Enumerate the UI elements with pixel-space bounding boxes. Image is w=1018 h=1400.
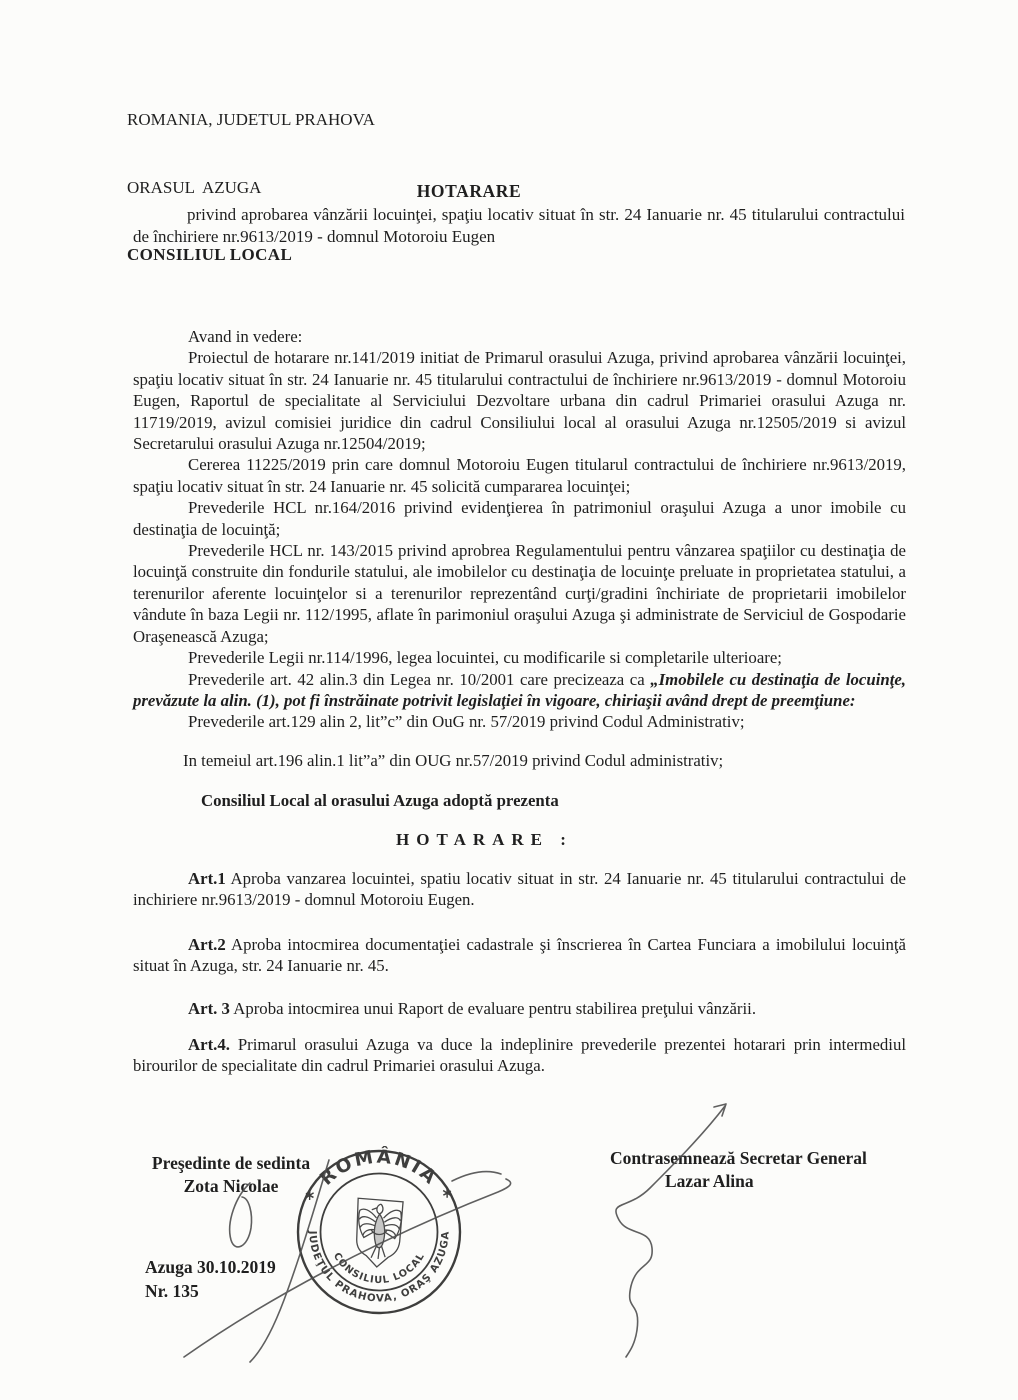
- document-number: Nr. 135: [145, 1280, 199, 1301]
- article-3: [133, 998, 906, 1019]
- article-2-label: Art.2: [188, 934, 226, 954]
- paragraph-request: Cererea 11225/2019 prin care domnul Motoroiu Eugen titularul contractului de închiriere nr.9613/2019, spaţiu locativ situat în str. 24 Ianuarie nr. 45 solicită cumpararea locuinţei;: [133, 455, 906, 496]
- president-title: Preşedinte de sedinta: [151, 1153, 311, 1173]
- letterhead-line-council: CONSILIUL LOCAL: [127, 245, 293, 264]
- decision-heading: HOTARARE :: [396, 829, 573, 849]
- countersign-name: Lazar Alina: [665, 1170, 754, 1191]
- article-2-text: Aproba intocmirea documentaţiei cadastrale şi înscrierea în Cartea Funciara a imobilului locuinţă situat în Azuga, str. 24 Ianuarie nr. 45.: [133, 934, 906, 976]
- document-title: HOTARARE: [416, 181, 522, 201]
- article-1: [133, 868, 906, 911]
- letterhead-line-city: ORASUL AZUGA: [127, 177, 262, 197]
- article-4: [133, 1034, 906, 1077]
- paragraph-art-129: Prevederile art.129 alin 2, lit”c” din OuG nr. 57/2019 privind Codul Administrativ;: [188, 712, 745, 732]
- document-subtitle: privind aprobarea vânzării locuinţei, spaţiu locativ situat în str. 24 Ianuarie nr. 45 titularului contractului de închiriere nr.9613/2019 - domnul Motoroiu Eugen: [133, 205, 905, 246]
- countersign-block: [610, 1147, 910, 1192]
- secretary-signature-stroke: [616, 1104, 726, 1357]
- stamp-country-arc-text: * ROMÂNIA *: [301, 1146, 457, 1207]
- place-date-block: [145, 1256, 276, 1303]
- stamp-county-arc-text: JUDEŢUL PRAHOVA, ORAŞ AZUGA: [306, 1230, 452, 1305]
- paragraph-law-10: [133, 669, 906, 712]
- article-1-label: Art.1: [188, 868, 226, 888]
- article-2: [133, 934, 906, 977]
- paragraph-project: Proiectul de hotarare nr.141/2019 initiat de Primarul orasului Azuga, privind aprobarea vânzării locuinţei, spaţiu locativ situat în str. 24 Ianuarie nr. 45 titularului contractului de închiriere nr.9613/2019 - domnul Motoroiu Eugen, Raportul de specialitate al Serviciului Dezvoltare urbana din cadrul Primariei orasului Azuga nr. 11719/2019, avizul comisiei juridice din cadrul Consiliului local al orasului Azuga nr.12505/2019 si avizul Secretarului orasului Azuga nr.12504/2019;: [133, 348, 906, 454]
- article-1-text: Aproba vanzarea locuintei, spatiu locativ situat in str. 24 Ianuarie nr. 45 titularului contractului de inchiriere nr.9613/2019 - domnul Motoroiu Eugen.: [133, 868, 906, 910]
- paragraph-hcl-143: Prevederile HCL nr. 143/2015 privind aprobrea Regulamentului pentru vânzarea spaţiilor cu destinaţia de locuinţă construite din fondurile statului, ale imobilelor cu destinaţia de locuinţe preluate in proprietatea statului, a terenurilor aferente locuinţelor si a terenurilor reprezentând curţi/gradini închiriate de proprietarii imobilelor vândute în baza Legii nr. 112/1995, aflate în parimoniul oraşului Azuga şi administrate de Serviciul de Gospodarie Oraşenească Azuga;: [133, 541, 906, 646]
- letterhead-line-country: ROMANIA, JUDETUL PRAHOVA: [127, 110, 375, 129]
- title-block: [133, 181, 905, 248]
- article-4-label: Art.4.: [188, 1034, 230, 1054]
- article-3-label: Art. 3: [188, 998, 230, 1018]
- paragraph-law-10-quote: „Imobilele cu destinaţia de locuinţe, prevăzute la alin. (1), pot fi înstrăinate potrivit legislaţiei în vigoare, chiriaşii având drept de preemţiune:: [133, 669, 907, 710]
- place-date: Azuga 30.10.2019: [145, 1257, 276, 1277]
- countersign-title: Contrasemnează Secretar General: [610, 1148, 867, 1168]
- stamp-council-arc-text: CONSILIUL LOCAL: [330, 1250, 428, 1287]
- coat-of-arms-icon: [356, 1198, 403, 1268]
- adoption-line: Consiliul Local al orasului Azuga adoptă prezenta: [201, 791, 559, 811]
- paragraph-law-10-normal: Prevederile art. 42 alin.3 din Legea nr. 10/2001 care precizeaza ca: [188, 669, 651, 689]
- article-3-text: Aproba intocmirea unui Raport de evaluare pentru stabilirea preţului vânzării.: [229, 998, 757, 1018]
- article-4-text: Primarul orasului Azuga va duce la indeplinire prevederile prezentei hotarari prin intermediul birourilor de specialitate din cadrul Primariei orasului Azuga.: [133, 1034, 906, 1076]
- document-body: [133, 326, 906, 1077]
- president-name: Zota Nicolae: [183, 1176, 279, 1196]
- preamble-label: Avand in vedere:: [188, 327, 303, 346]
- paragraph-temeiul: In temeiul art.196 alin.1 lit”a” din OUG nr.57/2019 privind Codul administrativ;: [183, 750, 724, 770]
- official-round-stamp: [293, 1146, 465, 1318]
- paragraph-hcl-164: Prevederile HCL nr.164/2016 privind evidenţierea în patrimoniul oraşului Azuga a unor imobile cu destinaţia de locuinţă;: [133, 498, 906, 539]
- paragraph-law-114: Prevederile Legii nr.114/1996, legea locuintei, cu modificarile si completarile ulterioare;: [188, 648, 782, 668]
